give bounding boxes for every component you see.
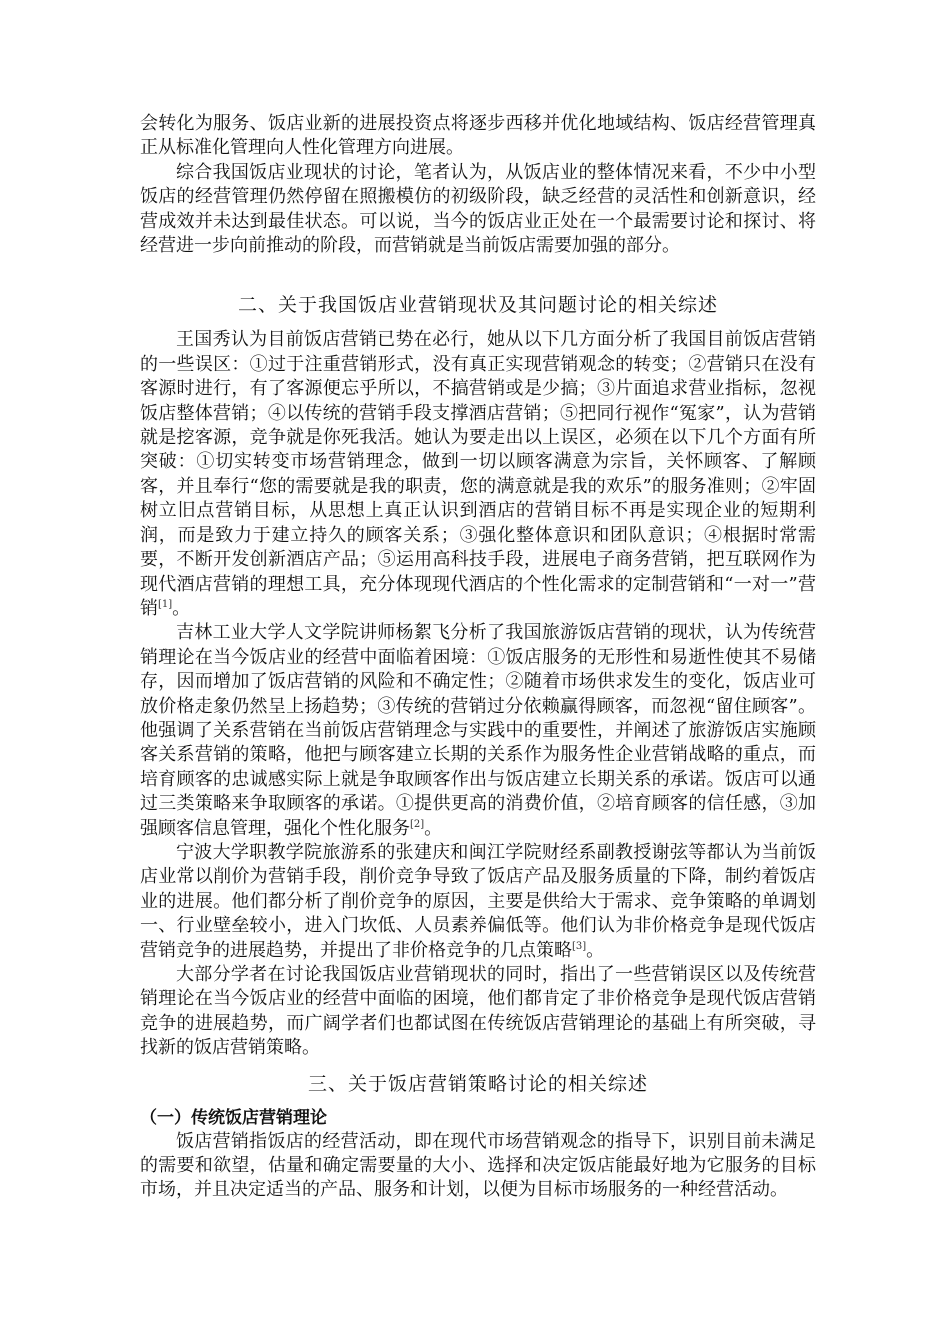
paragraph-definition: 饭店营销指饭店的经营活动，即在现代市场营销观念的指导下，识别目前未满足的需要和欲望，估量和确定需要量的大小、选择和决定饭店能最好地为它服务的目标市场，并且决定适当的产品、服务和计划，以便为目标市场服务的一种经营活动。 (140, 1130, 816, 1201)
citation-1: [1] (158, 598, 173, 610)
section-heading-3: 三、关于饭店营销策略讨论的相关综述 (307, 1072, 648, 1095)
paragraph-continuation: 会转化为服务、饭店业新的进展投资点将逐步西移并优化地域结构、饭店经营管理真正从标准化管理向人性化管理方向进展。 (140, 113, 816, 159)
paragraph-wang-text: 王国秀认为目前饭店营销已势在必行，她从以下几方面分析了我国目前饭店营销的一些误区：①过于注重营销形式，没有真正实现营销观念的转变；②营销只在没有客源时进行，有了客源便忘乎所以，不搞营销或是少搞；③片面追求营业指标，忽视饭店整体营销；④以传统的营销手段支撑酒店营销；⑤把同行视作“冤家”，认为营销就是挖客源，竞争就是你死我活。她认为要走出以上误区，必须在以下几个方面有所突破：①切实转变市场营销理念，做到一切以顾客满意为宗旨，关怀顾客、了解顾客，并且奉行“您的需要就是我的职责，您的满意就是我的欢乐”的服务准则；②牢固树立旧点营销目标，从思想上真正认识到酒店的营销目标不再是实现企业的短期利润，而是致力于建立持久的顾客关系；③强化整体意识和团队意识；④根据时常需要，不断开发创新酒店产品；⑤运用高科技手段，进展电子商务营销，把互联网作为现代酒店营销的理想工具，充分体现现代酒店的个性化需求的定制营销和“一对一”营销 (140, 329, 816, 619)
section-heading-2: 二、关于我国饭店业营销现状及其问题讨论的相关综述 (237, 294, 718, 317)
citation-2: [2] (410, 818, 425, 830)
paragraph-zhang-tail: 。 (586, 939, 605, 961)
paragraph-yang (140, 621, 816, 841)
paragraph-wang-tail: 。 (172, 597, 191, 619)
paragraph-wang (140, 328, 816, 621)
document-page (140, 112, 816, 1203)
citation-3: [3] (572, 940, 587, 952)
paragraph-yang-text: 吉林工业大学人文学院讲师杨絮飞分析了我国旅游饭店营销的现状，认为传统营销理论在当今饭店业的经营中面临着困境：①饭店服务的无形性和易逝性使其不易储存，因而增加了饭店营销的风险和不确定性；②随着市场供求发生的变化，饭店业可放价格走象仍然呈上扬趋势；③传统的营销过分依赖赢得顾客，而忽视“留住顾客”。他强调了关系营销在当前饭店营销理念与实践中的重要性，并阐述了旅游饭店实施顾客关系营销的策略，他把与顾客建立长期的关系作为服务性企业营销战略的重点，而培育顾客的忠诚感实际上就是争取顾客作出与饭店建立长期关系的承诺。饭店可以通过三类策略来争取顾客的承诺。①提供更高的消费价值，②培育顾客的信任感，③加强顾客信息管理，强化个性化服务 (140, 622, 816, 839)
paragraph-zhang-text: 宁波大学职教学院旅游系的张建庆和闽江学院财经系副教授谢弦等都认为当前饭店业常以削价为营销手段，削价竞争导致了饭店产品及服务质量的下降，制约着饭店业的进展。他们都分析了削价竞争的原因，主要是供给大于需求、竞争策略的单调划一、行业壁垒较小，进入门坎低、人员素养偏低等。他们认为非价格竞争是现代饭店营销竞争的进展趋势，并提出了非价格竞争的几点策略 (140, 841, 816, 961)
paragraph-summary-scholars: 大部分学者在讨论我国饭店业营销现状的同时，指出了一些营销误区以及传统营销理论在当今饭店业的经营中面临的困境，他们都肯定了非价格竞争是现代饭店营销竞争的进展趋势，而广阔学者们也都试图在传统饭店营销理论的基础上有所突破，寻找新的饭店营销策略。 (140, 964, 816, 1059)
paragraph-summary: 综合我国饭店业现状的讨论，笔者认为，从饭店业的整体情况来看，不少中小型饭店的经营管理仍然停留在照搬模仿的初级阶段，缺乏经营的灵活性和创新意识，经营成效并未达到最佳状态。可以说，当今的饭店业正处在一个最需要讨论和探讨、将经营进一步向前推动的阶段，而营销就是当前饭店需要加强的部分。 (140, 161, 816, 257)
paragraph-zhang (140, 841, 816, 963)
subsection-heading: （一）传统饭店营销理论 (140, 1107, 327, 1128)
paragraph-yang-tail: 。 (424, 817, 443, 839)
